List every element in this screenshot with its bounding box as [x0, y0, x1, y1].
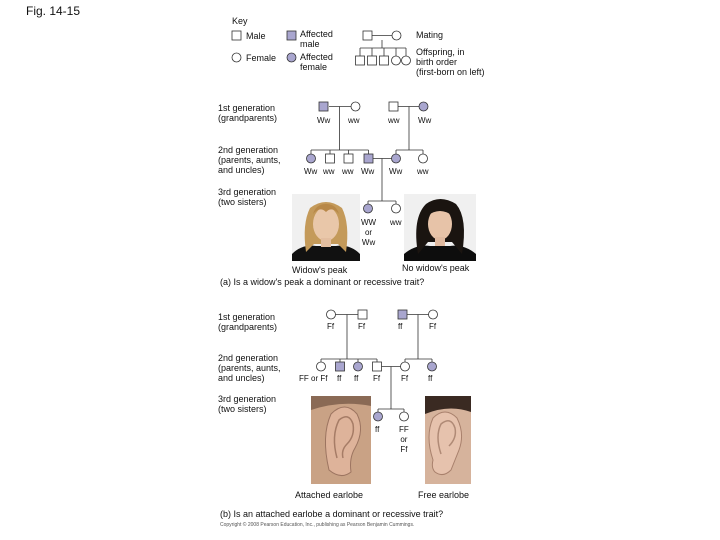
pedigree-a-g2-male-1: [326, 154, 335, 163]
b-g1-genotype-3: ff: [398, 322, 403, 331]
pedigree-b-g2-female-2: [401, 362, 410, 371]
key-offspring-female-1: [392, 56, 401, 65]
pedigree-b-g2-affected-male: [336, 362, 345, 371]
pedigree-b-g2-female: [317, 362, 326, 371]
a-g1-genotype-1: Ww: [317, 116, 331, 125]
key-offspring-label: Offspring, in birth order (first-born on left): [416, 47, 485, 77]
b-g2-genotype-2: ff: [337, 374, 342, 383]
b-question: (b) Is an attached earlobe a dominant or recessive trait?: [220, 509, 444, 519]
key-female-label: Female: [246, 53, 277, 63]
a-g2-genotype-3: ww: [342, 167, 354, 176]
b-g3-genotype-1: ff: [375, 425, 380, 434]
key-affected-male-symbol: [287, 31, 296, 40]
b-g3-genotype-2: FF or Ff: [399, 425, 409, 454]
pedigree-b-g1-female-2: [429, 310, 438, 319]
a-g2-genotype-6: ww: [417, 167, 429, 176]
a-g1-genotype-2: ww: [348, 116, 360, 125]
b-right-caption: Free earlobe: [418, 490, 470, 500]
key-male-label: Male: [246, 31, 266, 41]
b-g2-genotype-3: ff: [354, 374, 359, 383]
key-title: Key: [232, 16, 248, 26]
key-mating-male: [363, 31, 372, 40]
key-offspring-male-3: [380, 56, 389, 65]
widows-peak-photo: [292, 194, 360, 261]
pedigree-b-g2-affected-female-2: [428, 362, 437, 371]
a-g2-genotype-1: Ww: [304, 167, 318, 176]
b-left-caption: Attached earlobe: [295, 490, 364, 500]
b-gen2-label: 2nd generation (parents, aunts, and uncles): [218, 353, 281, 383]
key-affected-female-symbol: [287, 53, 296, 62]
a-right-caption: No widow's peak: [402, 263, 470, 273]
b-g2-genotype-6: ff: [428, 374, 433, 383]
b-g1-genotype-2: Ff: [358, 322, 366, 331]
pedigree-b-g2-affected-female: [354, 362, 363, 371]
a-g2-genotype-2: ww: [323, 167, 335, 176]
pedigree-a-g2-affected-male: [364, 154, 373, 163]
b-g2-genotype-4: Ff: [373, 374, 381, 383]
a-g1-genotype-3: ww: [388, 116, 400, 125]
key-affected-female-label: Affected female: [300, 52, 333, 72]
key-male-symbol: [232, 31, 241, 40]
key-offspring-female-2: [402, 56, 411, 65]
pedigree-a-g2-affected-female-2: [392, 154, 401, 163]
key-offspring-male-1: [356, 56, 365, 65]
pedigree-b-g2-male: [373, 362, 382, 371]
a-g3-genotype-1: WW or Ww: [361, 218, 377, 247]
b-g1-genotype-4: Ff: [429, 322, 437, 331]
a-question: (a) Is a widow's peak a dominant or recessive trait?: [220, 277, 425, 287]
key-mating-female: [392, 31, 401, 40]
key-offspring-male-2: [368, 56, 377, 65]
b-gen1-label: 1st generation (grandparents): [218, 312, 278, 332]
pedigree-a-g1-female: [351, 102, 360, 111]
b-gen3-label: 3rd generation (two sisters): [218, 394, 277, 414]
figure-label: Fig. 14-15: [26, 4, 81, 18]
b-g2-genotype-5: Ff: [401, 374, 409, 383]
key-mating-label: Mating: [416, 30, 444, 40]
pedigree-a-g2-male-2: [344, 154, 353, 163]
a-gen1-label: 1st generation (grandparents): [218, 103, 278, 123]
a-gen3-label: 3rd generation (two sisters): [218, 187, 277, 207]
pedigree-a-g1-male: [389, 102, 398, 111]
pedigree-a-g1-affected-male: [319, 102, 328, 111]
attached-earlobe-photo: [311, 396, 371, 484]
pedigree-a-g2-affected-female: [307, 154, 316, 163]
copyright-notice: Copyright © 2008 Pearson Education, Inc., publishing as Pearson Benjamin Cummings.: [220, 522, 415, 528]
free-earlobe-photo: [425, 396, 471, 484]
pedigree-a-g2-female: [419, 154, 428, 163]
pedigree-a-g3-affected-female: [364, 204, 373, 213]
pedigree-b-g1-affected-male: [398, 310, 407, 319]
key-female-symbol: [232, 53, 241, 62]
no-widows-peak-photo: [404, 194, 476, 261]
a-gen2-label: 2nd generation (parents, aunts, and uncles): [218, 145, 281, 175]
pedigree-a-g3-female: [392, 204, 401, 213]
pedigree-b-g3-affected-female: [374, 412, 383, 421]
a-g2-genotype-5: Ww: [389, 167, 403, 176]
a-g2-genotype-4: Ww: [361, 167, 375, 176]
pedigree-b-g3-female: [400, 412, 409, 421]
b-g2-genotype-1: FF or Ff: [299, 374, 328, 383]
a-g3-genotype-2: ww: [390, 218, 402, 227]
pedigree-a-g1-affected-female: [419, 102, 428, 111]
a-left-caption: Widow's peak: [292, 265, 348, 275]
key-affected-male-label: Affected male: [300, 29, 333, 49]
pedigree-b-g1-female: [327, 310, 336, 319]
a-g1-genotype-4: Ww: [418, 116, 432, 125]
b-g1-genotype-1: Ff: [327, 322, 335, 331]
pedigree-b-g1-male: [358, 310, 367, 319]
